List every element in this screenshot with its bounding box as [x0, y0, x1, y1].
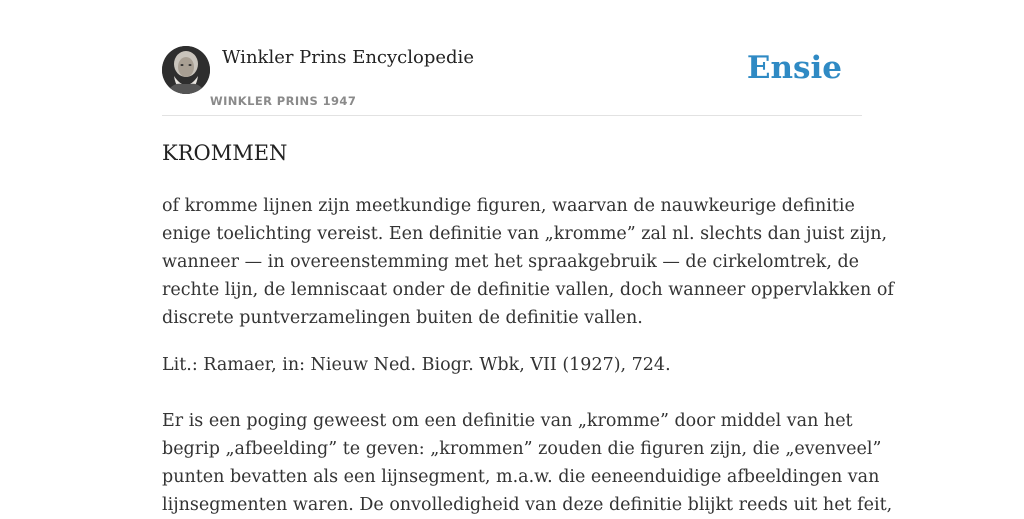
- article-paragraph: [162, 407, 893, 519]
- literature-reference: [162, 351, 862, 379]
- paragraph-line: punten bevatten als een lijnsegment, m.a.w. die eeneenduidige afbeeldingen van: [162, 467, 880, 487]
- portrait-photo-icon[interactable]: [162, 46, 210, 94]
- paragraph-line: Lit.: Ramaer, in: Nieuw Ned. Biogr. Wbk, VII (1927), 724.: [162, 355, 671, 375]
- site-header: [162, 40, 862, 116]
- article-title: KROMMEN: [162, 141, 288, 165]
- paragraph-line: enige toelichting vereist. Een definitie van „kromme” zal nl. slechts dan juist zijn,: [162, 224, 888, 244]
- site-title[interactable]: Winkler Prins Encyclopedie: [222, 47, 474, 68]
- paragraph-line: of kromme lijnen zijn meetkundige figuren, waarvan de nauwkeurige definitie: [162, 196, 855, 216]
- paragraph-line: begrip „afbeelding” te geven: „krommen” zouden die figuren zijn, die „evenveel”: [162, 439, 882, 459]
- article-paragraph: [162, 192, 894, 332]
- paragraph-line: rechte lijn, de lemniscaat onder de definitie vallen, doch wanneer oppervlakken of: [162, 280, 894, 300]
- ensie-logo[interactable]: Ensie: [746, 50, 842, 86]
- paragraph-line: wanneer — in overeenstemming met het spraakgebruik — de cirkelomtrek, de: [162, 252, 860, 272]
- paragraph-line: lijnsegmenten waren. De onvolledigheid van deze definitie blijkt reeds uit het feit,: [162, 495, 893, 515]
- paragraph-line: discrete puntverzamelingen buiten de definitie vallen.: [162, 308, 643, 328]
- paragraph-line: Er is een poging geweest om een definitie van „kromme” door middel van het: [162, 411, 853, 431]
- page: [162, 0, 894, 515]
- source-label[interactable]: WINKLER PRINS 1947: [210, 94, 357, 108]
